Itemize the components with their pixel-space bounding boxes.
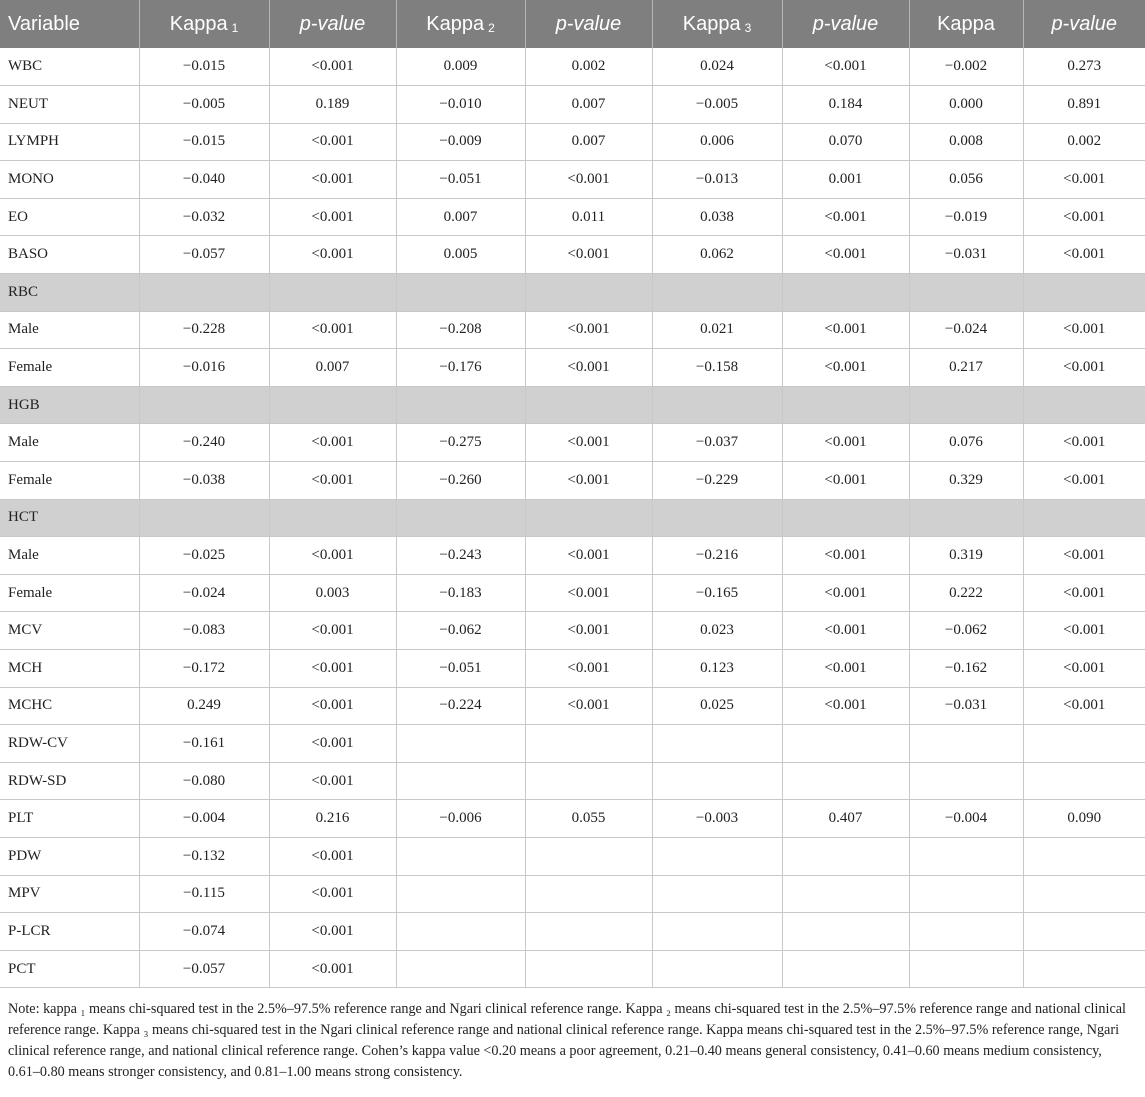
header-label: p-value [555, 12, 622, 35]
value-cell: <0.001 [269, 537, 396, 575]
value-cell [909, 274, 1023, 312]
table-body [0, 48, 1145, 988]
header-label: Kappa [169, 12, 228, 35]
value-cell: −0.243 [396, 537, 525, 575]
variable-cell: HGB [0, 386, 139, 424]
value-cell [909, 725, 1023, 763]
value-cell: <0.001 [1023, 462, 1145, 500]
value-cell: −0.158 [652, 349, 782, 387]
value-cell [139, 386, 269, 424]
value-cell [782, 762, 909, 800]
value-cell: −0.006 [396, 800, 525, 838]
value-cell [396, 875, 525, 913]
value-cell: −0.031 [909, 236, 1023, 274]
value-cell: 0.002 [1023, 123, 1145, 161]
value-cell: −0.132 [139, 837, 269, 875]
table-row [0, 311, 1145, 349]
header-cell-8 [1023, 0, 1145, 48]
value-cell: 0.008 [909, 123, 1023, 161]
value-cell: 0.025 [652, 687, 782, 725]
value-cell: <0.001 [782, 687, 909, 725]
header-cell-0 [0, 0, 139, 48]
value-cell [525, 386, 652, 424]
value-cell: −0.004 [909, 800, 1023, 838]
value-cell [782, 837, 909, 875]
table-row [0, 913, 1145, 951]
value-cell [396, 386, 525, 424]
header-label: p-value [812, 12, 879, 35]
table-row [0, 725, 1145, 763]
header-cell-6 [782, 0, 909, 48]
value-cell: −0.172 [139, 650, 269, 688]
value-cell: 0.001 [782, 161, 909, 199]
value-cell: −0.038 [139, 462, 269, 500]
value-cell: <0.001 [269, 762, 396, 800]
value-cell [139, 499, 269, 537]
value-cell: <0.001 [269, 236, 396, 274]
value-cell [1023, 762, 1145, 800]
value-cell [269, 274, 396, 312]
variable-cell: PDW [0, 837, 139, 875]
value-cell: <0.001 [269, 48, 396, 86]
value-cell: −0.024 [139, 574, 269, 612]
value-cell: 0.090 [1023, 800, 1145, 838]
value-cell: −0.260 [396, 462, 525, 500]
value-cell [782, 499, 909, 537]
value-cell: <0.001 [525, 349, 652, 387]
header-cell-1 [139, 0, 269, 48]
header-label: Kappa [426, 12, 485, 35]
header-cell-3 [396, 0, 525, 48]
value-cell: <0.001 [269, 875, 396, 913]
variable-cell: MPV [0, 875, 139, 913]
value-cell: −0.025 [139, 537, 269, 575]
value-cell: 0.007 [525, 123, 652, 161]
table-row [0, 650, 1145, 688]
value-cell [909, 762, 1023, 800]
value-cell: −0.051 [396, 161, 525, 199]
table-header [0, 0, 1145, 48]
value-cell: <0.001 [525, 650, 652, 688]
header-cell-4 [525, 0, 652, 48]
value-cell: −0.057 [139, 950, 269, 988]
value-cell: 0.891 [1023, 86, 1145, 124]
value-cell [396, 837, 525, 875]
value-cell [525, 274, 652, 312]
variable-cell: MCV [0, 612, 139, 650]
value-cell: <0.001 [782, 574, 909, 612]
table-row [0, 123, 1145, 161]
value-cell: −0.013 [652, 161, 782, 199]
value-cell: −0.004 [139, 800, 269, 838]
value-cell: 0.216 [269, 800, 396, 838]
value-cell: <0.001 [525, 687, 652, 725]
value-cell: <0.001 [525, 236, 652, 274]
value-cell: <0.001 [1023, 236, 1145, 274]
value-cell: −0.240 [139, 424, 269, 462]
section-row [0, 386, 1145, 424]
value-cell: <0.001 [525, 462, 652, 500]
table-row [0, 800, 1145, 838]
value-cell: −0.062 [909, 612, 1023, 650]
variable-cell: Male [0, 311, 139, 349]
value-cell [525, 499, 652, 537]
value-cell [909, 837, 1023, 875]
value-cell: −0.083 [139, 612, 269, 650]
table-row [0, 612, 1145, 650]
value-cell [782, 725, 909, 763]
value-cell [525, 725, 652, 763]
value-cell: −0.005 [652, 86, 782, 124]
table-row [0, 574, 1145, 612]
header-label: Variable [8, 12, 80, 35]
value-cell [782, 913, 909, 951]
value-cell: −0.032 [139, 198, 269, 236]
value-cell [396, 274, 525, 312]
value-cell [652, 950, 782, 988]
value-cell: <0.001 [1023, 424, 1145, 462]
variable-cell: Male [0, 424, 139, 462]
value-cell: 0.189 [269, 86, 396, 124]
value-cell: 0.038 [652, 198, 782, 236]
value-cell: <0.001 [269, 462, 396, 500]
table-row [0, 349, 1145, 387]
table-row [0, 875, 1145, 913]
value-cell [269, 386, 396, 424]
value-cell: <0.001 [1023, 574, 1145, 612]
value-cell: 0.319 [909, 537, 1023, 575]
value-cell: 0.005 [396, 236, 525, 274]
table-row [0, 762, 1145, 800]
value-cell [1023, 274, 1145, 312]
value-cell [396, 913, 525, 951]
value-cell: <0.001 [269, 612, 396, 650]
header-cell-2 [269, 0, 396, 48]
value-cell [782, 950, 909, 988]
header-label: Kappa [682, 12, 741, 35]
value-cell [782, 274, 909, 312]
value-cell: <0.001 [782, 236, 909, 274]
variable-cell: PCT [0, 950, 139, 988]
value-cell: −0.037 [652, 424, 782, 462]
value-cell: −0.165 [652, 574, 782, 612]
value-cell [782, 875, 909, 913]
value-cell: −0.010 [396, 86, 525, 124]
value-cell [396, 499, 525, 537]
value-cell [652, 499, 782, 537]
value-cell: −0.019 [909, 198, 1023, 236]
variable-cell: Female [0, 462, 139, 500]
value-cell [1023, 725, 1145, 763]
value-cell [525, 875, 652, 913]
variable-cell: Male [0, 537, 139, 575]
value-cell [525, 913, 652, 951]
table-row [0, 86, 1145, 124]
value-cell: −0.176 [396, 349, 525, 387]
header-cell-5 [652, 0, 782, 48]
table-row [0, 687, 1145, 725]
value-cell [782, 386, 909, 424]
value-cell: −0.228 [139, 311, 269, 349]
value-cell: <0.001 [1023, 612, 1145, 650]
value-cell: 0.407 [782, 800, 909, 838]
value-cell [139, 274, 269, 312]
value-cell: <0.001 [1023, 349, 1145, 387]
header-label: p-value [1051, 12, 1118, 35]
value-cell: −0.015 [139, 123, 269, 161]
variable-cell: RDW-SD [0, 762, 139, 800]
variable-cell: NEUT [0, 86, 139, 124]
table-row [0, 537, 1145, 575]
value-cell [1023, 913, 1145, 951]
value-cell [525, 837, 652, 875]
value-cell: <0.001 [525, 537, 652, 575]
value-cell [909, 950, 1023, 988]
value-cell: <0.001 [782, 349, 909, 387]
value-cell [652, 913, 782, 951]
table-row [0, 462, 1145, 500]
value-cell: <0.001 [782, 424, 909, 462]
variable-cell: Female [0, 349, 139, 387]
value-cell: <0.001 [782, 612, 909, 650]
table-row [0, 950, 1145, 988]
table-row [0, 48, 1145, 86]
value-cell [1023, 837, 1145, 875]
value-cell: −0.229 [652, 462, 782, 500]
value-cell: 0.076 [909, 424, 1023, 462]
value-cell [396, 950, 525, 988]
value-cell [909, 499, 1023, 537]
value-cell: <0.001 [525, 574, 652, 612]
value-cell: <0.001 [782, 650, 909, 688]
value-cell: 0.024 [652, 48, 782, 86]
value-cell [652, 762, 782, 800]
value-cell [396, 762, 525, 800]
value-cell: −0.275 [396, 424, 525, 462]
header-subscript: 1 [231, 20, 239, 35]
value-cell: −0.208 [396, 311, 525, 349]
value-cell [909, 875, 1023, 913]
value-cell [1023, 950, 1145, 988]
value-cell [652, 875, 782, 913]
value-cell: −0.051 [396, 650, 525, 688]
value-cell: <0.001 [1023, 650, 1145, 688]
value-cell: 0.000 [909, 86, 1023, 124]
value-cell: <0.001 [1023, 537, 1145, 575]
value-cell: −0.224 [396, 687, 525, 725]
value-cell: <0.001 [269, 198, 396, 236]
value-cell: <0.001 [525, 424, 652, 462]
value-cell: <0.001 [782, 537, 909, 575]
value-cell: 0.070 [782, 123, 909, 161]
value-cell: −0.057 [139, 236, 269, 274]
value-cell: <0.001 [269, 913, 396, 951]
table-row [0, 424, 1145, 462]
value-cell: 0.007 [269, 349, 396, 387]
value-cell: 0.003 [269, 574, 396, 612]
value-cell: −0.016 [139, 349, 269, 387]
value-cell: <0.001 [269, 311, 396, 349]
variable-cell: EO [0, 198, 139, 236]
header-row [0, 0, 1145, 48]
variable-cell: P-LCR [0, 913, 139, 951]
header-label: p-value [299, 12, 366, 35]
value-cell [269, 499, 396, 537]
value-cell: <0.001 [782, 198, 909, 236]
value-cell: <0.001 [782, 48, 909, 86]
value-cell: −0.015 [139, 48, 269, 86]
value-cell: −0.003 [652, 800, 782, 838]
value-cell: <0.001 [269, 687, 396, 725]
value-cell: <0.001 [1023, 198, 1145, 236]
table-row [0, 198, 1145, 236]
value-cell: <0.001 [1023, 687, 1145, 725]
value-cell: −0.115 [139, 875, 269, 913]
value-cell: −0.002 [909, 48, 1023, 86]
value-cell: −0.005 [139, 86, 269, 124]
variable-cell: HCT [0, 499, 139, 537]
value-cell: 0.023 [652, 612, 782, 650]
variable-cell: MCHC [0, 687, 139, 725]
variable-cell: LYMPH [0, 123, 139, 161]
value-cell [396, 725, 525, 763]
value-cell: 0.217 [909, 349, 1023, 387]
value-cell: 0.007 [396, 198, 525, 236]
section-row [0, 274, 1145, 312]
value-cell: −0.161 [139, 725, 269, 763]
value-cell: <0.001 [1023, 161, 1145, 199]
value-cell: −0.162 [909, 650, 1023, 688]
value-cell: 0.055 [525, 800, 652, 838]
value-cell: <0.001 [269, 725, 396, 763]
value-cell: 0.021 [652, 311, 782, 349]
value-cell: <0.001 [269, 837, 396, 875]
value-cell: −0.062 [396, 612, 525, 650]
value-cell [652, 274, 782, 312]
value-cell: −0.080 [139, 762, 269, 800]
table-row [0, 236, 1145, 274]
table-row [0, 161, 1145, 199]
variable-cell: MCH [0, 650, 139, 688]
value-cell: −0.183 [396, 574, 525, 612]
header-cell-7 [909, 0, 1023, 48]
header-subscript: 2 [488, 20, 495, 35]
value-cell [909, 913, 1023, 951]
variable-cell: RDW-CV [0, 725, 139, 763]
value-cell: −0.040 [139, 161, 269, 199]
value-cell: 0.006 [652, 123, 782, 161]
value-cell: <0.001 [525, 161, 652, 199]
variable-cell: WBC [0, 48, 139, 86]
value-cell [652, 386, 782, 424]
value-cell: <0.001 [782, 462, 909, 500]
value-cell: 0.009 [396, 48, 525, 86]
table-row [0, 837, 1145, 875]
value-cell: 0.002 [525, 48, 652, 86]
header-label: Kappa [937, 12, 995, 35]
value-cell [1023, 875, 1145, 913]
value-cell: 0.056 [909, 161, 1023, 199]
value-cell: 0.062 [652, 236, 782, 274]
value-cell: 0.222 [909, 574, 1023, 612]
value-cell: 0.007 [525, 86, 652, 124]
table-note: Note: kappa ₁ means chi-squared test in the 2.5%–97.5% reference range and Ngari clinical reference range. Kappa ₂ means chi-squared test in the 2.5%–97.5% reference range and national clinical reference range. Kappa ₃ means chi-squared test in the Ngari clinical reference range and national clinical reference range. Kappa means chi-squared test in the 2.5%–97.5% reference range, Ngari clinical reference range, and national clinical reference range. Cohen’s kappa value <0.20 means a poor agreement, 0.21–0.40 means general consistency, 0.41–0.60 means medium consistency, 0.61–0.80 means stronger consistency, and 0.81–1.00 means strong consistency. [8, 1001, 1126, 1081]
header-subscript: 3 [744, 20, 752, 35]
value-cell: −0.009 [396, 123, 525, 161]
value-cell: <0.001 [525, 612, 652, 650]
value-cell [525, 762, 652, 800]
value-cell: <0.001 [269, 650, 396, 688]
value-cell: 0.249 [139, 687, 269, 725]
value-cell [1023, 386, 1145, 424]
value-cell: <0.001 [782, 311, 909, 349]
value-cell: <0.001 [269, 123, 396, 161]
value-cell [1023, 499, 1145, 537]
value-cell: −0.216 [652, 537, 782, 575]
section-row [0, 499, 1145, 537]
value-cell [909, 386, 1023, 424]
variable-cell: MONO [0, 161, 139, 199]
value-cell: −0.074 [139, 913, 269, 951]
value-cell: <0.001 [269, 161, 396, 199]
value-cell: 0.329 [909, 462, 1023, 500]
variable-cell: Female [0, 574, 139, 612]
value-cell: 0.011 [525, 198, 652, 236]
value-cell: 0.273 [1023, 48, 1145, 86]
value-cell: 0.123 [652, 650, 782, 688]
value-cell [652, 725, 782, 763]
value-cell: 0.184 [782, 86, 909, 124]
value-cell: <0.001 [525, 311, 652, 349]
value-cell [652, 837, 782, 875]
variable-cell: BASO [0, 236, 139, 274]
value-cell [525, 950, 652, 988]
value-cell: <0.001 [269, 950, 396, 988]
value-cell: <0.001 [1023, 311, 1145, 349]
variable-cell: PLT [0, 800, 139, 838]
value-cell: −0.031 [909, 687, 1023, 725]
value-cell: −0.024 [909, 311, 1023, 349]
value-cell: <0.001 [269, 424, 396, 462]
variable-cell: RBC [0, 274, 139, 312]
